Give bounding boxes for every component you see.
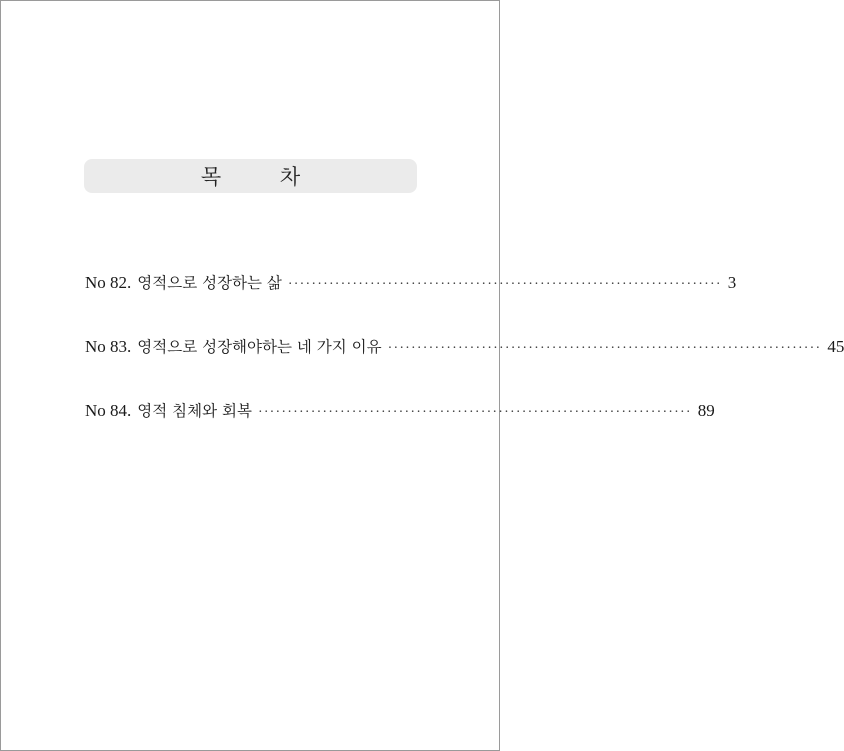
entry-title: 영적으로 성장해야하는 네 가지 이유 [137,338,382,356]
toc-title-bar [84,159,417,193]
toc-entry[interactable] [85,399,715,421]
dot-leader: ·········································································· [287,277,722,292]
entry-page-number: 45 [827,337,844,356]
toc-title: 목 차 [200,165,327,189]
entry-page-number: 3 [727,273,737,292]
dot-leader: ·········································································· [257,405,692,420]
entry-number: No 83. [85,337,132,356]
dot-leader: ·········································································· [387,341,822,356]
entry-title: 영적으로 성장하는 삶 [137,274,282,292]
toc-entry[interactable] [85,271,737,293]
entry-page-number: 89 [697,401,715,420]
toc-entry[interactable] [85,335,844,357]
entry-number: No 84. [85,401,132,420]
entry-number: No 82. [85,273,132,292]
entry-title: 영적 침체와 회복 [137,402,252,420]
